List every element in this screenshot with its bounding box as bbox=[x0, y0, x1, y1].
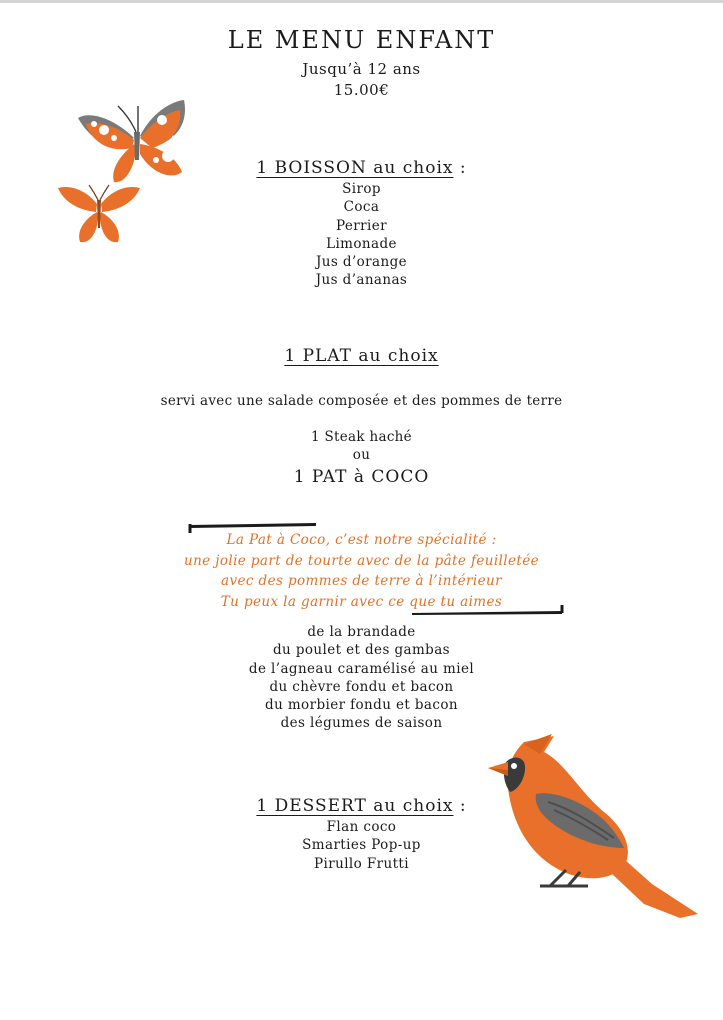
list-item: Jus d’orange bbox=[315, 254, 407, 271]
plat-option-1: 1 Steak haché bbox=[311, 429, 412, 445]
top-border bbox=[0, 0, 723, 3]
garnitures-list bbox=[0, 623, 723, 733]
list-item: Smarties Pop-up bbox=[302, 837, 421, 854]
dessert-heading-suffix: : bbox=[453, 796, 467, 816]
plat-heading bbox=[0, 346, 723, 366]
list-item: Pirullo Frutti bbox=[314, 855, 409, 872]
dessert-heading-label: 1 DESSERT au choix bbox=[256, 796, 454, 816]
list-item: Coca bbox=[343, 199, 380, 216]
list-item: de la brandade bbox=[307, 624, 416, 640]
specialite-line: avec des pommes de terre à l’intérieur bbox=[221, 573, 502, 589]
age-limit: Jusqu’à 12 ans bbox=[302, 60, 421, 78]
boisson-heading-label: 1 BOISSON au choix bbox=[256, 158, 454, 178]
list-item: du morbier fondu et bacon bbox=[265, 697, 458, 714]
plat-or: ou bbox=[352, 447, 371, 463]
page-title: LE MENU ENFANT bbox=[227, 26, 496, 54]
list-item: Limonade bbox=[326, 235, 397, 252]
boisson-list bbox=[0, 180, 723, 290]
plat-served: servi avec une salade composée et des pommes de terre bbox=[160, 393, 563, 409]
list-item: Perrier bbox=[336, 217, 387, 234]
specialite-line: Tu peux la garnir avec ce que tu aimes bbox=[220, 593, 503, 610]
list-item: des légumes de saison bbox=[280, 715, 443, 732]
list-item: du poulet et des gambas bbox=[273, 642, 450, 659]
list-item: Jus d’ananas bbox=[315, 272, 408, 289]
list-item: de l’agneau caramélisé au miel bbox=[248, 660, 475, 677]
specialite-line: La Pat à Coco, c’est notre spécialité : bbox=[226, 532, 497, 548]
plat-heading-label: 1 PLAT au choix bbox=[284, 346, 439, 366]
menu-price: 15.00€ bbox=[333, 81, 390, 99]
list-item: du chèvre fondu et bacon bbox=[269, 678, 454, 695]
list-item: Flan coco bbox=[326, 819, 397, 835]
dessert-list bbox=[0, 818, 723, 873]
plat-option-2: 1 PAT à COCO bbox=[293, 467, 430, 487]
boisson-heading-suffix: : bbox=[453, 158, 467, 178]
list-item: Sirop bbox=[342, 181, 381, 197]
specialite-line: une jolie part de tourte avec de la pâte feuilletée bbox=[183, 552, 539, 569]
specialite-text bbox=[0, 530, 723, 612]
dessert-heading bbox=[0, 796, 723, 816]
boisson-heading bbox=[0, 158, 723, 178]
